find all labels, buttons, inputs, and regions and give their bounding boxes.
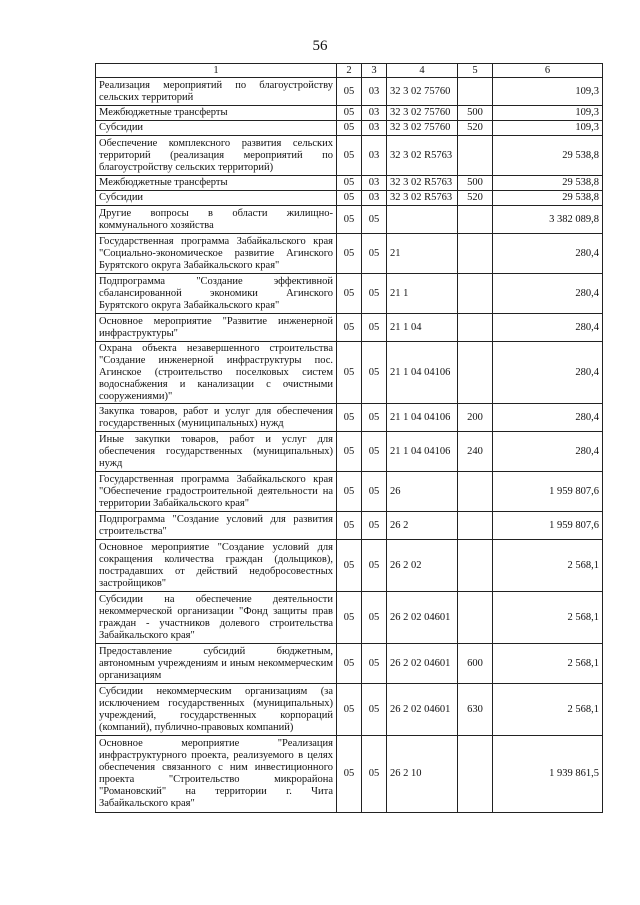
row-amount: 2 568,1	[493, 540, 603, 592]
row-name: Закупка товаров, работ и услуг для обеспечения государственных (муниципальных) нужд	[96, 404, 337, 432]
table-row	[96, 234, 603, 274]
table-row	[96, 644, 603, 684]
row-section: 05	[337, 684, 362, 736]
row-name: Субсидии некоммерческим организациям (за исключением государственных (муниципальных) учреждений, государственных корпораций (компаний), публично-правовых компаний)	[96, 684, 337, 736]
row-subsection: 03	[362, 136, 387, 176]
row-expense-type: 200	[458, 404, 493, 432]
row-section: 05	[337, 191, 362, 206]
row-section: 05	[337, 342, 362, 404]
row-name: Государственная программа Забайкальского края "Социально-экономическое развитие Агинского Бурятского округа Забайкальского края"	[96, 234, 337, 274]
row-name: Обеспечение комплексного развития сельских территорий (реализация мероприятий по благоустройству сельских территорий)	[96, 136, 337, 176]
column-header-4: 4	[387, 64, 458, 78]
row-expense-type: 240	[458, 432, 493, 472]
row-name: Межбюджетные трансферты	[96, 176, 337, 191]
table-row	[96, 121, 603, 136]
row-amount: 280,4	[493, 404, 603, 432]
table-row	[96, 274, 603, 314]
row-subsection: 03	[362, 191, 387, 206]
row-amount: 29 538,8	[493, 191, 603, 206]
row-target-code: 21 1 04 04106	[387, 342, 458, 404]
row-subsection: 05	[362, 234, 387, 274]
row-name: Государственная программа Забайкальского края "Обеспечение градостроительной деятельности на территории Забайкальского края"	[96, 472, 337, 512]
row-target-code: 26 2 02 04601	[387, 684, 458, 736]
row-expense-type	[458, 136, 493, 176]
row-subsection: 05	[362, 342, 387, 404]
row-target-code	[387, 206, 458, 234]
row-subsection: 03	[362, 106, 387, 121]
table-row	[96, 684, 603, 736]
row-name: Основное мероприятие "Создание условий для сокращения количества граждан (дольщиков), пострадавших от действий недобросовестных застройщиков"	[96, 540, 337, 592]
row-subsection: 05	[362, 592, 387, 644]
row-target-code: 32 3 02 75760	[387, 121, 458, 136]
row-name: Реализация мероприятий по благоустройству сельских территорий	[96, 78, 337, 106]
row-subsection: 05	[362, 314, 387, 342]
row-name: Предоставление субсидий бюджетным, автономным учреждениям и иным некоммерческим организациям	[96, 644, 337, 684]
row-target-code: 32 3 02 R5763	[387, 136, 458, 176]
table-header-row	[96, 64, 603, 78]
row-expense-type: 520	[458, 121, 493, 136]
row-expense-type	[458, 314, 493, 342]
row-amount: 280,4	[493, 314, 603, 342]
row-subsection: 05	[362, 404, 387, 432]
table-row	[96, 540, 603, 592]
row-section: 05	[337, 404, 362, 432]
table-row	[96, 472, 603, 512]
row-expense-type: 630	[458, 684, 493, 736]
row-target-code: 21 1	[387, 274, 458, 314]
table-row	[96, 106, 603, 121]
row-subsection: 05	[362, 684, 387, 736]
row-expense-type	[458, 512, 493, 540]
row-amount: 1 959 807,6	[493, 472, 603, 512]
row-expense-type	[458, 472, 493, 512]
row-section: 05	[337, 106, 362, 121]
row-target-code: 32 3 02 75760	[387, 78, 458, 106]
row-amount: 280,4	[493, 342, 603, 404]
row-name: Охрана объекта незавершенного строительства "Создание инженерной инфраструктуры пос. Агинское (строительство поселковых систем водоснабжения и канализации с очистными сооружениями)"	[96, 342, 337, 404]
row-name: Подпрограмма "Создание условий для развития строительства"	[96, 512, 337, 540]
row-target-code: 26 2 02 04601	[387, 644, 458, 684]
row-expense-type	[458, 540, 493, 592]
row-expense-type	[458, 736, 493, 813]
table-row	[96, 78, 603, 106]
table-row	[96, 432, 603, 472]
row-target-code: 21 1 04 04106	[387, 404, 458, 432]
table-row	[96, 206, 603, 234]
table-row	[96, 314, 603, 342]
row-target-code: 26 2 02	[387, 540, 458, 592]
row-expense-type	[458, 274, 493, 314]
row-section: 05	[337, 136, 362, 176]
row-subsection: 05	[362, 274, 387, 314]
column-header-1: 1	[96, 64, 337, 78]
row-expense-type: 600	[458, 644, 493, 684]
row-expense-type	[458, 206, 493, 234]
row-target-code: 32 3 02 75760	[387, 106, 458, 121]
row-subsection: 05	[362, 644, 387, 684]
row-expense-type	[458, 342, 493, 404]
row-section: 05	[337, 472, 362, 512]
row-name: Межбюджетные трансферты	[96, 106, 337, 121]
column-header-2: 2	[337, 64, 362, 78]
row-expense-type: 520	[458, 191, 493, 206]
row-amount: 29 538,8	[493, 176, 603, 191]
row-amount: 2 568,1	[493, 644, 603, 684]
row-section: 05	[337, 512, 362, 540]
table-row	[96, 404, 603, 432]
row-amount: 29 538,8	[493, 136, 603, 176]
row-target-code: 26 2	[387, 512, 458, 540]
row-name: Субсидии	[96, 191, 337, 206]
row-section: 05	[337, 78, 362, 106]
row-amount: 280,4	[493, 274, 603, 314]
row-section: 05	[337, 540, 362, 592]
row-expense-type: 500	[458, 176, 493, 191]
column-header-5: 5	[458, 64, 493, 78]
row-name: Субсидии	[96, 121, 337, 136]
row-section: 05	[337, 314, 362, 342]
row-target-code: 32 3 02 R5763	[387, 176, 458, 191]
table-row	[96, 191, 603, 206]
row-subsection: 03	[362, 78, 387, 106]
table-row	[96, 512, 603, 540]
row-subsection: 05	[362, 206, 387, 234]
column-header-6: 6	[493, 64, 603, 78]
row-section: 05	[337, 432, 362, 472]
row-subsection: 05	[362, 472, 387, 512]
row-subsection: 03	[362, 176, 387, 191]
row-section: 05	[337, 206, 362, 234]
column-header-3: 3	[362, 64, 387, 78]
table-row	[96, 342, 603, 404]
row-amount: 280,4	[493, 432, 603, 472]
row-name: Субсидии на обеспечение деятельности некоммерческой организации "Фонд защиты прав граждан - участников долевого строительства Забайкальского края"	[96, 592, 337, 644]
row-target-code: 21 1 04 04106	[387, 432, 458, 472]
row-section: 05	[337, 176, 362, 191]
row-target-code: 26	[387, 472, 458, 512]
row-amount: 1 959 807,6	[493, 512, 603, 540]
row-amount: 3 382 089,8	[493, 206, 603, 234]
page-number: 56	[312, 38, 328, 54]
row-section: 05	[337, 234, 362, 274]
row-target-code: 21	[387, 234, 458, 274]
row-subsection: 05	[362, 540, 387, 592]
row-name: Основное мероприятие "Реализация инфраструктурного проекта, реализуемого в целях обеспечения связанного с ним инвестиционного проекта "Строительство микрорайона "Романовский" на территории г. Чита Забайкальского края"	[96, 736, 337, 813]
table-row	[96, 592, 603, 644]
row-section: 05	[337, 121, 362, 136]
row-section: 05	[337, 592, 362, 644]
row-amount: 2 568,1	[493, 592, 603, 644]
table-row	[96, 136, 603, 176]
row-name: Другие вопросы в области жилищно-коммунального хозяйства	[96, 206, 337, 234]
row-amount: 109,3	[493, 78, 603, 106]
budget-table	[95, 63, 603, 813]
row-name: Основное мероприятие "Развитие инженерной инфраструктуры"	[96, 314, 337, 342]
row-amount: 2 568,1	[493, 684, 603, 736]
row-name: Подпрограмма "Создание эффективной сбалансированной экономики Агинского Бурятского округа Забайкальского края"	[96, 274, 337, 314]
row-expense-type	[458, 234, 493, 274]
row-name: Иные закупки товаров, работ и услуг для обеспечения государственных (муниципальных) нужд	[96, 432, 337, 472]
row-amount: 280,4	[493, 234, 603, 274]
row-amount: 109,3	[493, 106, 603, 121]
row-subsection: 05	[362, 736, 387, 813]
table-row	[96, 736, 603, 813]
row-section: 05	[337, 274, 362, 314]
row-section: 05	[337, 736, 362, 813]
row-subsection: 05	[362, 512, 387, 540]
row-expense-type	[458, 592, 493, 644]
row-target-code: 32 3 02 R5763	[387, 191, 458, 206]
row-amount: 109,3	[493, 121, 603, 136]
row-target-code: 26 2 10	[387, 736, 458, 813]
row-section: 05	[337, 644, 362, 684]
row-expense-type	[458, 78, 493, 106]
row-subsection: 03	[362, 121, 387, 136]
row-subsection: 05	[362, 432, 387, 472]
row-target-code: 26 2 02 04601	[387, 592, 458, 644]
row-expense-type: 500	[458, 106, 493, 121]
table-row	[96, 176, 603, 191]
row-amount: 1 939 861,5	[493, 736, 603, 813]
row-target-code: 21 1 04	[387, 314, 458, 342]
